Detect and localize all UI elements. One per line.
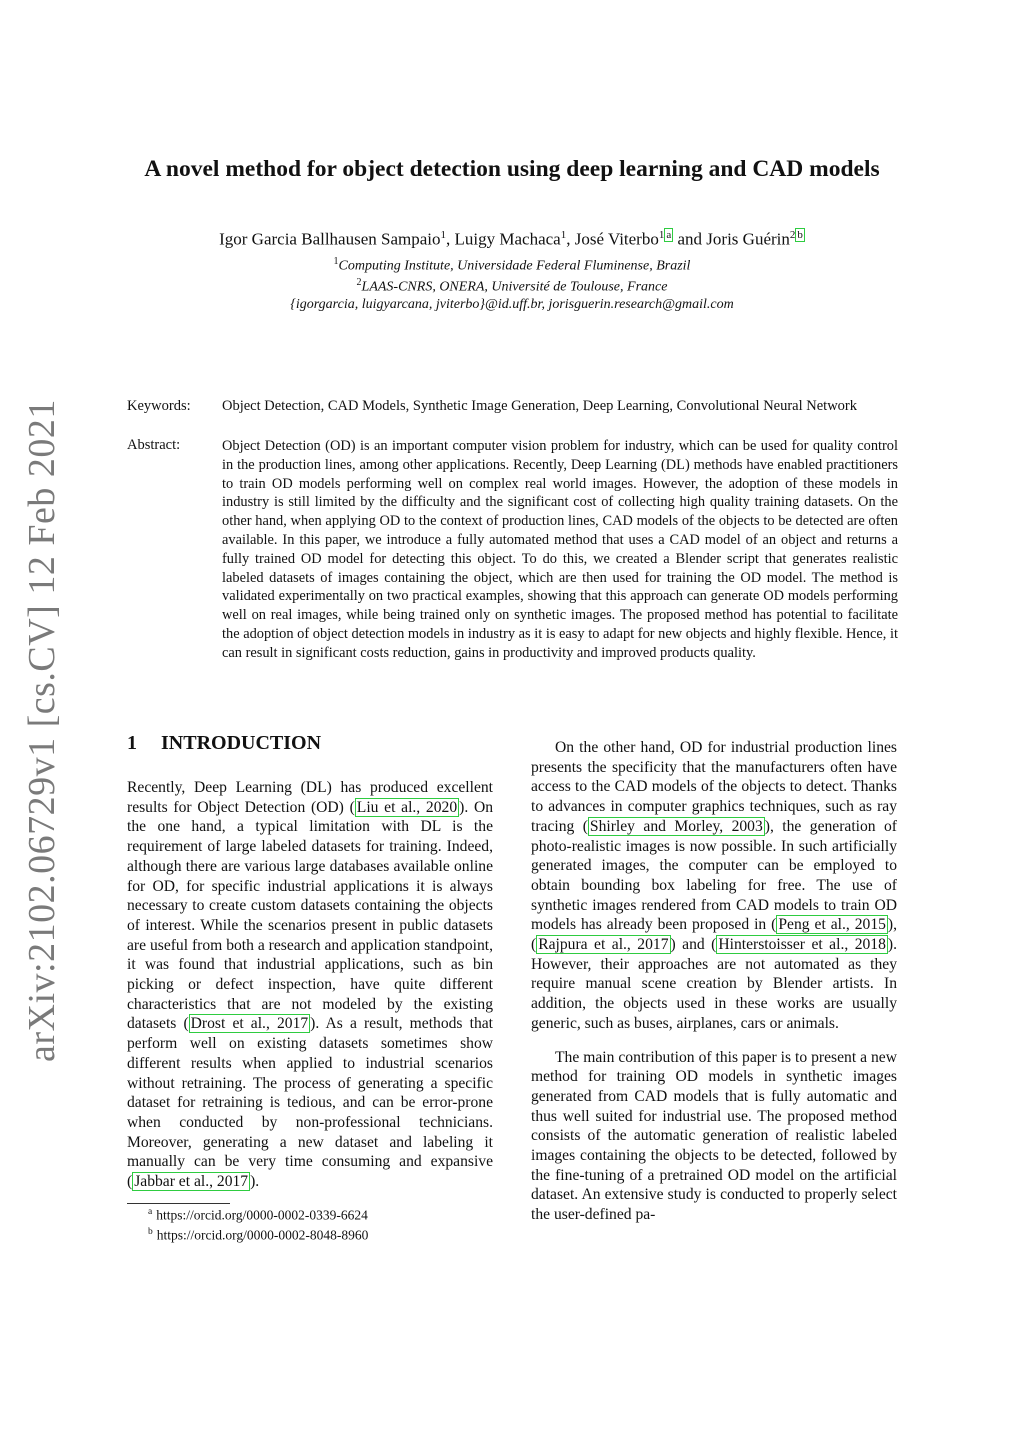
paragraph	[127, 778, 493, 1192]
citation-link[interactable]: Hinterstoisser et al., 2018	[718, 936, 886, 954]
citation-link[interactable]: Shirley and Morley, 2003	[589, 817, 763, 835]
author-name: Joris Guérin	[706, 229, 790, 249]
citation-link[interactable]: Rajpura et al., 2017	[538, 936, 669, 954]
footnote-url[interactable]: https://orcid.org/0000-0002-0339-6624	[156, 1207, 368, 1223]
affiliation-mark: 1	[560, 229, 567, 241]
affiliation-mark: 2	[789, 229, 796, 241]
text-run: ) and (	[670, 936, 717, 954]
affiliation-mark: 1	[440, 229, 447, 241]
right-column	[531, 738, 897, 1225]
abstract-text: Object Detection (OD) is an important computer vision problem for industry, which can be used for quality control in the production lines, among other applications. Recently, Deep Learning (DL) methods have enabled practitioners to train OD models performing well on complex real world images. However, the adoption of these models in industry is still limited by the difficulty and the significant cost of collecting high quality training datasets. On the other hand, when applying OD to the context of production lines, CAD models of the objects to be detected are often available. In this paper, we introduce a fully automated method that uses a CAD model of an object and returns a fully trained OD model for detecting this object. To do this, we created a Blender script that generates realistic labeled datasets of images containing the object, which are then used for training the OD model. The method is validated experimentally on two practical examples, showing that this approach can generate OD models performing well on real images, while being trained only on synthetic images. The proposed method has potential to facilitate the adoption of object detection models in industry as it is easy to adapt for new objects and highly flexible. Hence, it can result in significant costs reduction, gains in productivity and improved products quality.	[222, 438, 898, 661]
text-run: ), the generation of photo-realistic images is now possible. In such artificially generated images, the computer can be employed to obtain bounding box labeling for free. The use of synthetic images rendered from CAD models to train OD models has already been proposed in (	[531, 817, 898, 934]
footnote-url[interactable]: https://orcid.org/0000-0002-8048-8960	[156, 1227, 369, 1243]
citation-link[interactable]: Drost et al., 2017	[190, 1015, 309, 1033]
orcid-link-b[interactable]: b	[797, 229, 803, 241]
paragraph	[531, 738, 897, 1034]
citation-link[interactable]: Peng et al., 2015	[778, 916, 886, 934]
footnote-mark: a	[148, 1207, 153, 1217]
author-name: Igor Garcia Ballhausen Sampaio	[219, 229, 441, 249]
affiliation-mark: 1	[658, 229, 665, 241]
abstract-label: Abstract:	[127, 437, 181, 453]
orcid-link-a[interactable]: a	[666, 229, 672, 241]
affiliation-mark: 1	[333, 256, 339, 267]
footnote-rule	[127, 1203, 230, 1204]
footnote-a	[148, 1207, 368, 1224]
left-column	[127, 778, 493, 1192]
paper-title: A novel method for object detection using deep learning and CAD models	[144, 156, 880, 182]
keywords-label: Keywords:	[127, 398, 191, 414]
separator: ,	[446, 229, 455, 249]
text-run: ).	[250, 1173, 260, 1191]
citation-link[interactable]: Jabbar et al., 2017	[134, 1173, 249, 1191]
paragraph: The main contribution of this paper is to present a new method for training OD models in synthetic images generated from CAD models that is fully automatic and thus well suited for industrial use. The proposed method consists of the automatic generation of realistic labeled images containing the objects to be detected, followed by the fine-tuning of a pretrained OD model on the artificial dataset. An extensive study is conducted to properly select the user-defined pa-	[531, 1048, 897, 1224]
arxiv-identifier: arXiv:2102.06729v1 [cs.CV] 12 Feb 2021	[21, 399, 63, 1062]
separator: and	[673, 229, 707, 249]
affiliation-text: Computing Institute, Universidade Federal Fluminense, Brazil	[338, 258, 691, 274]
author-name: Luigy Machaca	[454, 229, 561, 249]
author-name: José Viterbo	[574, 229, 659, 249]
footnote-mark: b	[148, 1227, 153, 1237]
section-title: INTRODUCTION	[161, 732, 322, 754]
affiliation-2	[80, 277, 944, 296]
section-number: 1	[127, 732, 137, 754]
text-run: ). On the one hand, a typical limitation with DL is the requirement of large labeled datasets for training. Indeed, although there are various large databases available online for OD, for specific industrial applications it is always necessary to create custom datasets containing the objects of interest. While the scenarios present in public datasets are useful from both a research and application standpoint, it was found that industrial applications, such as bin picking or defect inspection, have quite different characteristics that are not modeled by the existing datasets (	[127, 798, 493, 1033]
text-run: Recently, Deep Learning (DL) has produced excellent results for Object Detection (OD) (	[127, 779, 493, 816]
text-run: On the other hand, OD for industrial production lines presents the specificity that the manufacturers often have access to the CAD models of the objects to detect. Thanks to advances in computer graphics techniques, such as ray tracing (	[531, 739, 897, 835]
footnote-b	[148, 1227, 368, 1244]
author-emails: {igorgarcia, luigyarcana, jviterbo}@id.uff.br, jorisguerin.research@gmail.com	[290, 297, 734, 312]
affiliation-1	[80, 256, 944, 275]
author-list	[80, 229, 944, 250]
affiliation-text: LAAS-CNRS, ONERA, Université de Toulouse, France	[361, 279, 668, 295]
keywords-text: Object Detection, CAD Models, Synthetic Image Generation, Deep Learning, Convolutional Neural Network	[222, 398, 858, 414]
text-run: ). As a result, methods that perform well on existing datasets sometimes show different results when applied to industrial scenarios without retraining. The process of generating a specific dataset for retraining is tedious, and can be error-prone when conducted by non-professional technicians. Moreover, generating a new dataset and labeling it manually can be very time consuming and expansive (	[127, 1015, 493, 1191]
section-heading	[127, 732, 321, 755]
text-run: ), (	[531, 916, 898, 954]
text-run: ). However, their approaches are not automated as they require manual scene creation by Blender artists. In addition, the objects used in these works are usually generic, such as buses, airplanes, cars or animals.	[531, 936, 897, 1032]
affiliation-mark: 2	[356, 277, 362, 288]
citation-link[interactable]: Liu et al., 2020	[356, 798, 458, 816]
separator: ,	[566, 229, 575, 249]
